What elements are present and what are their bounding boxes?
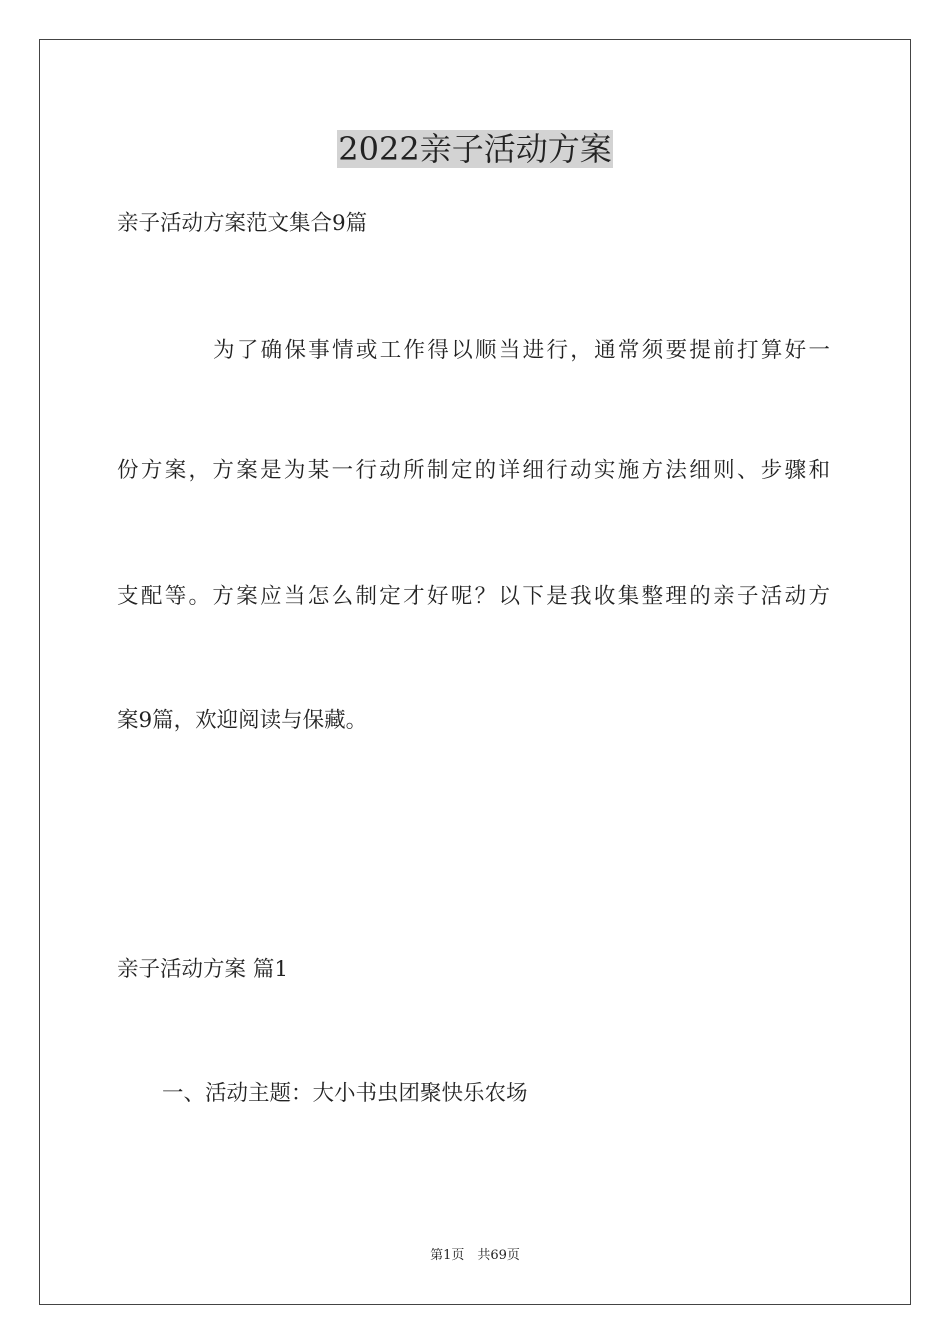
intro-paragraph-line-4: 案9篇，欢迎阅读与保藏。 — [117, 708, 368, 733]
document-title — [0, 126, 950, 172]
intro-paragraph-line-1: 为了确保事情或工作得以顺当进行，通常须要提前打算好一 — [213, 338, 830, 363]
document-title-text: 2022亲子活动方案 — [338, 130, 612, 168]
page-footer: 第1页 共69页 — [430, 1248, 520, 1263]
intro-paragraph-line-3: 支配等。方案应当怎么制定才好呢？以下是我收集整理的亲子活动方 — [117, 584, 830, 609]
activity-theme-item: 一、活动主题：大小书虫团聚快乐农场 — [162, 1081, 528, 1106]
section-heading: 亲子活动方案 篇1 — [117, 957, 289, 982]
intro-paragraph-line-2: 份方案，方案是为某一行动所制定的详细行动实施方法细则、步骤和 — [117, 458, 830, 483]
document-subtitle: 亲子活动方案范文集合9篇 — [117, 211, 368, 236]
